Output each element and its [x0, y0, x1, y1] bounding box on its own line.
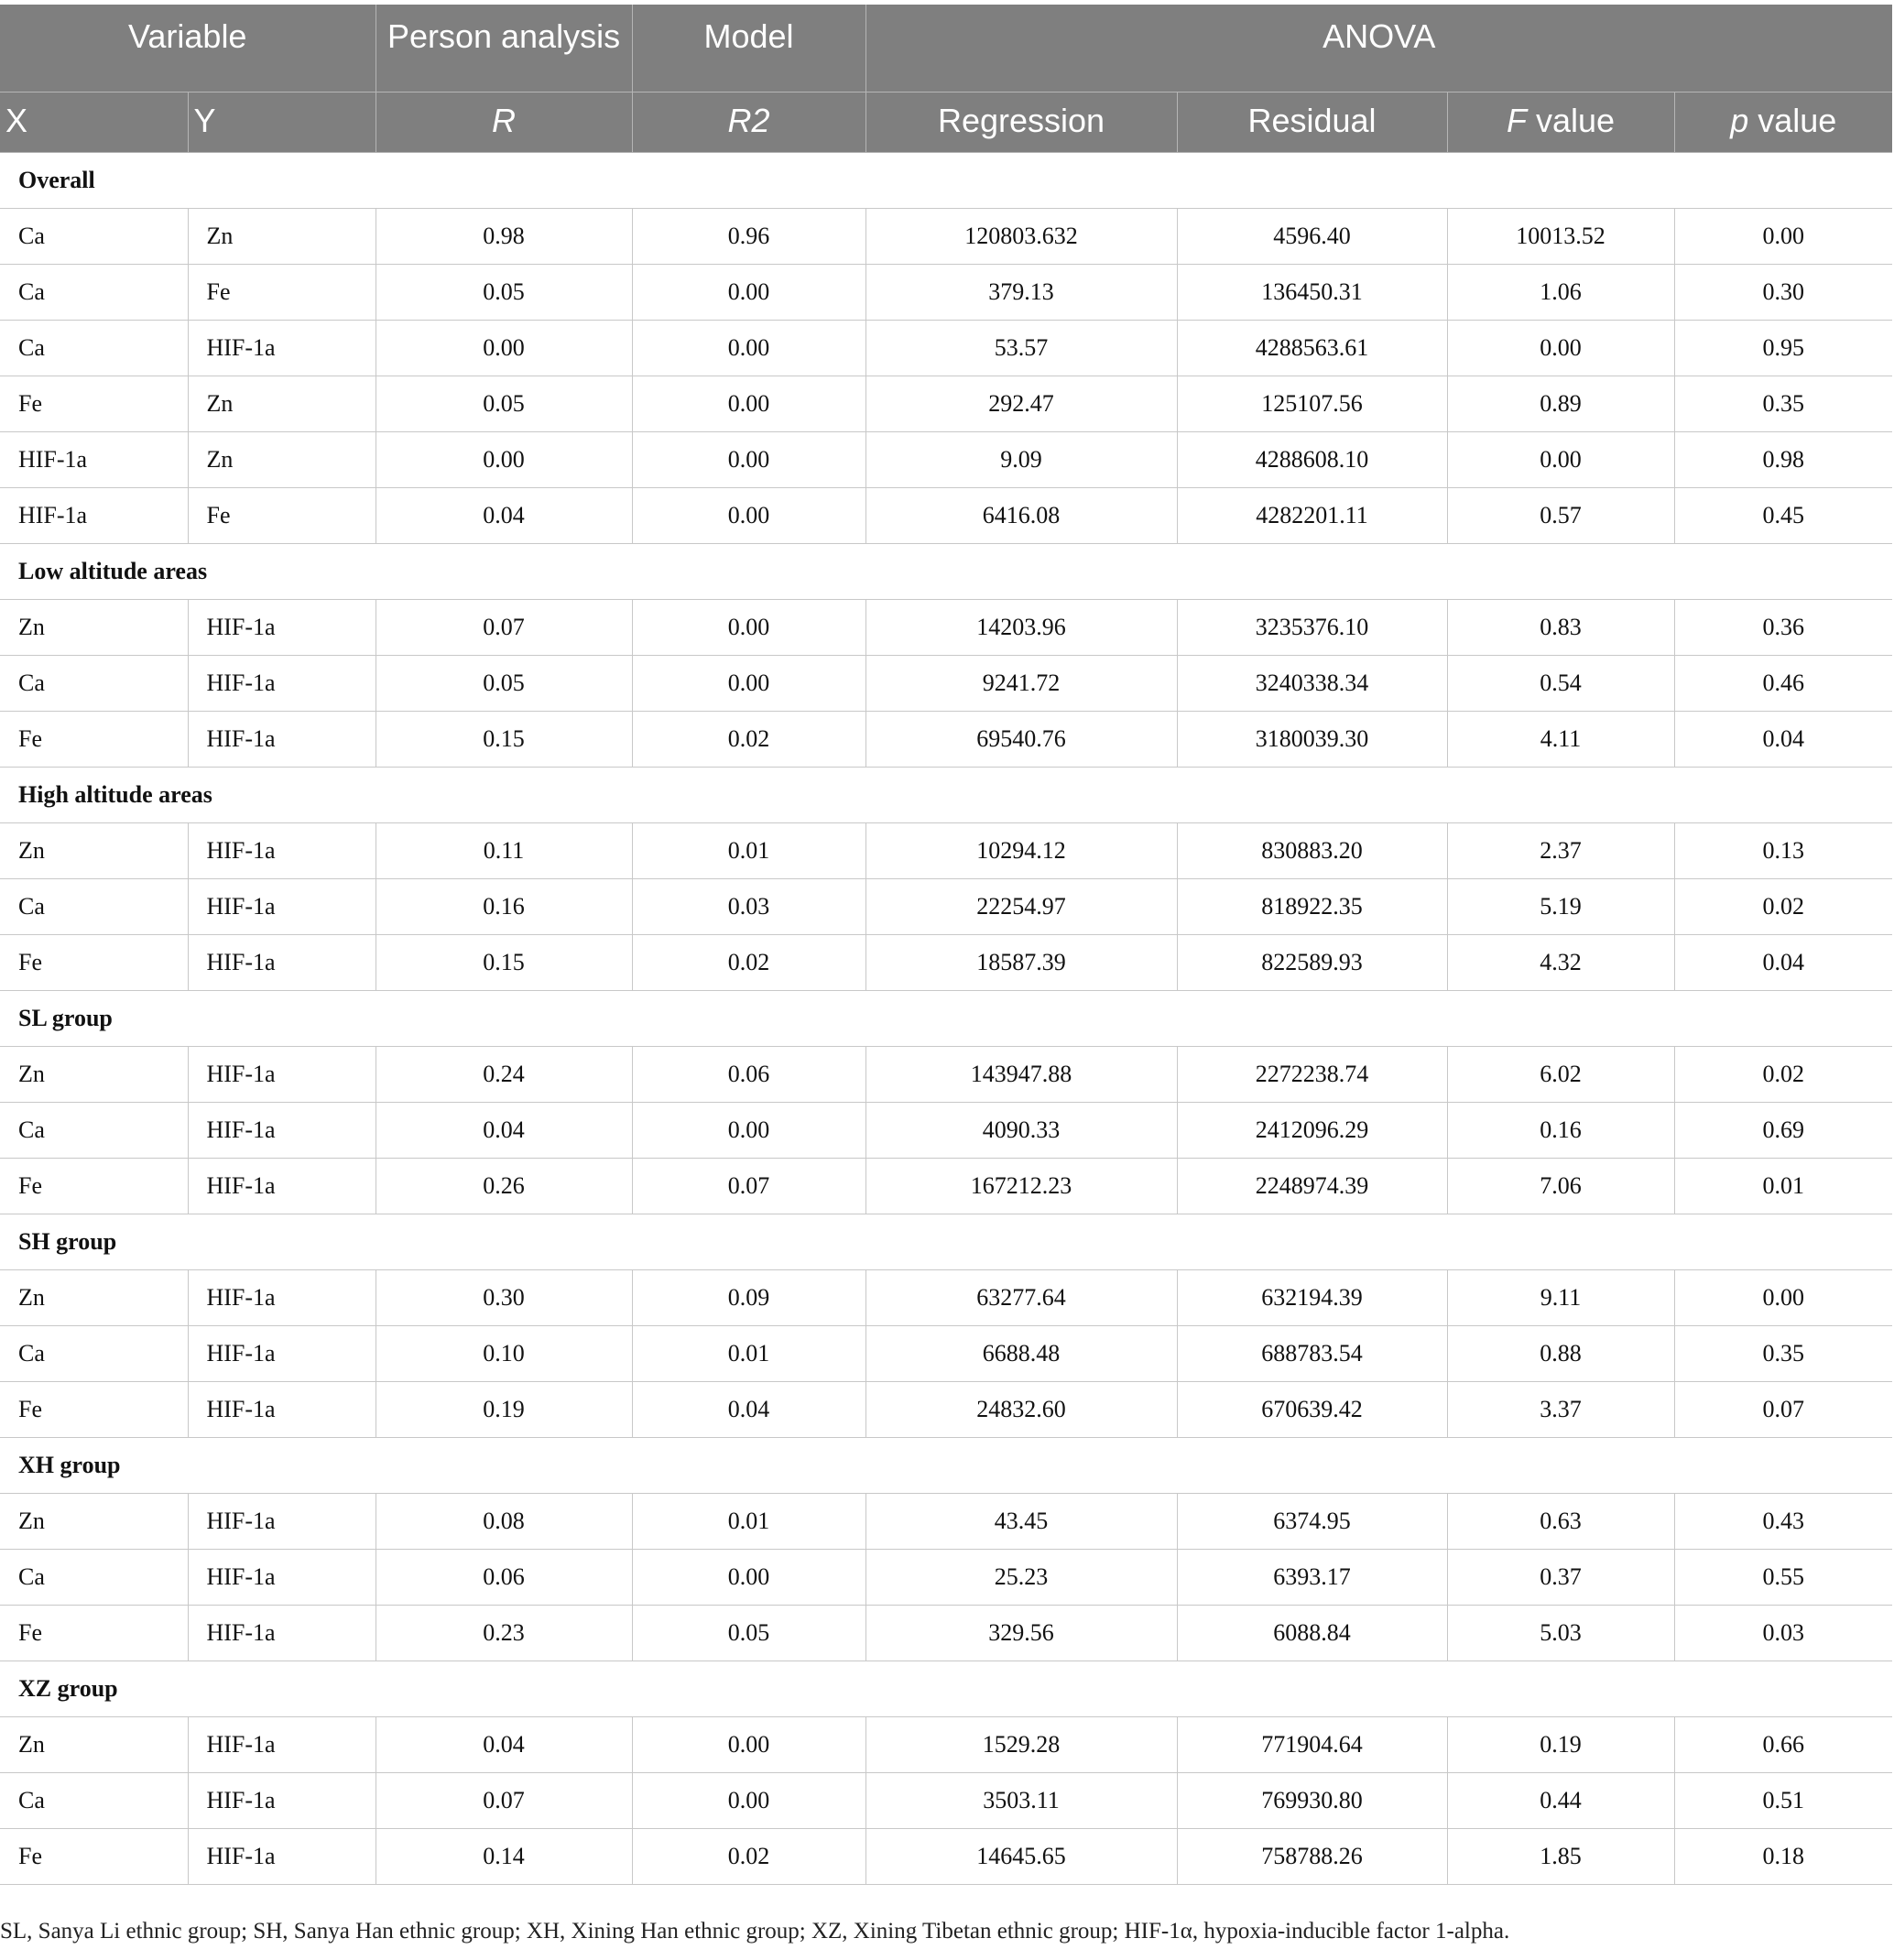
cell-y: HIF-1a — [188, 1828, 376, 1884]
cell-p-value: 0.00 — [1674, 1269, 1892, 1325]
cell-r: 0.06 — [376, 1549, 632, 1605]
cell-p-value: 0.01 — [1674, 1158, 1892, 1214]
cell-regression: 143947.88 — [865, 1046, 1177, 1102]
cell-residual: 632194.39 — [1177, 1269, 1447, 1325]
cell-f-value: 0.83 — [1447, 599, 1674, 655]
section-header-row — [0, 990, 1892, 1046]
table-row — [0, 655, 1892, 711]
cell-x: Fe — [0, 1605, 188, 1661]
table-row — [0, 1716, 1892, 1772]
header-regression: Regression — [865, 92, 1177, 152]
cell-y: HIF-1a — [188, 1158, 376, 1214]
cell-regression: 6416.08 — [865, 487, 1177, 543]
cell-p-value: 0.02 — [1674, 878, 1892, 934]
header-row-sub — [0, 92, 1892, 152]
cell-x: Ca — [0, 1325, 188, 1381]
cell-r2: 0.00 — [632, 655, 865, 711]
cell-r2: 0.01 — [632, 1493, 865, 1549]
header-p-letter: p — [1730, 101, 1749, 139]
cell-residual: 822589.93 — [1177, 934, 1447, 990]
cell-y: HIF-1a — [188, 1605, 376, 1661]
cell-f-value: 0.37 — [1447, 1549, 1674, 1605]
table-row — [0, 1046, 1892, 1102]
cell-residual: 771904.64 — [1177, 1716, 1447, 1772]
cell-y: HIF-1a — [188, 878, 376, 934]
cell-r: 0.10 — [376, 1325, 632, 1381]
cell-residual: 4596.40 — [1177, 208, 1447, 264]
cell-f-value: 0.63 — [1447, 1493, 1674, 1549]
cell-x: Zn — [0, 1269, 188, 1325]
header-r — [376, 92, 632, 152]
cell-r: 0.11 — [376, 822, 632, 878]
cell-f-value: 0.19 — [1447, 1716, 1674, 1772]
cell-y: HIF-1a — [188, 1046, 376, 1102]
cell-f-value: 7.06 — [1447, 1158, 1674, 1214]
table-row — [0, 376, 1892, 431]
cell-residual: 4282201.11 — [1177, 487, 1447, 543]
cell-p-value: 0.45 — [1674, 487, 1892, 543]
cell-r2: 0.00 — [632, 1772, 865, 1828]
cell-r2: 0.00 — [632, 431, 865, 487]
header-residual: Residual — [1177, 92, 1447, 152]
cell-r2: 0.07 — [632, 1158, 865, 1214]
cell-regression: 10294.12 — [865, 822, 1177, 878]
cell-p-value: 0.66 — [1674, 1716, 1892, 1772]
cell-x: HIF-1a — [0, 487, 188, 543]
cell-r2: 0.09 — [632, 1269, 865, 1325]
cell-p-value: 0.35 — [1674, 376, 1892, 431]
cell-regression: 69540.76 — [865, 711, 1177, 767]
cell-regression: 63277.64 — [865, 1269, 1177, 1325]
table-row — [0, 599, 1892, 655]
cell-x: Ca — [0, 320, 188, 376]
cell-r: 0.23 — [376, 1605, 632, 1661]
cell-residual: 3180039.30 — [1177, 711, 1447, 767]
cell-regression: 167212.23 — [865, 1158, 1177, 1214]
cell-f-value: 10013.52 — [1447, 208, 1674, 264]
cell-x: Fe — [0, 1158, 188, 1214]
cell-x: Zn — [0, 822, 188, 878]
cell-f-value: 4.11 — [1447, 711, 1674, 767]
cell-regression: 9241.72 — [865, 655, 1177, 711]
cell-x: Fe — [0, 1828, 188, 1884]
table-row — [0, 1605, 1892, 1661]
section-header-row — [0, 543, 1892, 599]
regression-table — [0, 5, 1892, 1885]
cell-r2: 0.96 — [632, 208, 865, 264]
cell-y: HIF-1a — [188, 711, 376, 767]
cell-f-value: 4.32 — [1447, 934, 1674, 990]
cell-f-value: 0.16 — [1447, 1102, 1674, 1158]
cell-p-value: 0.55 — [1674, 1549, 1892, 1605]
section-header-row — [0, 1437, 1892, 1493]
cell-r2: 0.00 — [632, 376, 865, 431]
cell-x: Ca — [0, 1102, 188, 1158]
cell-regression: 24832.60 — [865, 1381, 1177, 1437]
cell-p-value: 0.98 — [1674, 431, 1892, 487]
cell-regression: 22254.97 — [865, 878, 1177, 934]
table-row — [0, 878, 1892, 934]
header-model: Model — [632, 5, 865, 92]
cell-x: Ca — [0, 878, 188, 934]
cell-r2: 0.05 — [632, 1605, 865, 1661]
cell-r: 0.04 — [376, 487, 632, 543]
cell-f-value: 1.06 — [1447, 264, 1674, 320]
cell-y: Zn — [188, 208, 376, 264]
cell-r: 0.05 — [376, 264, 632, 320]
cell-r: 0.04 — [376, 1102, 632, 1158]
cell-regression: 53.57 — [865, 320, 1177, 376]
cell-regression: 379.13 — [865, 264, 1177, 320]
cell-y: HIF-1a — [188, 1325, 376, 1381]
cell-regression: 4090.33 — [865, 1102, 1177, 1158]
header-person-analysis: Person analysis — [376, 5, 632, 92]
cell-residual: 2412096.29 — [1177, 1102, 1447, 1158]
section-title: Overall — [0, 152, 1892, 208]
cell-x: Fe — [0, 376, 188, 431]
cell-regression: 120803.632 — [865, 208, 1177, 264]
section-title: XZ group — [0, 1661, 1892, 1716]
cell-f-value: 0.00 — [1447, 320, 1674, 376]
cell-r: 0.15 — [376, 711, 632, 767]
cell-r2: 0.01 — [632, 822, 865, 878]
cell-y: HIF-1a — [188, 655, 376, 711]
table-row — [0, 320, 1892, 376]
cell-y: Fe — [188, 487, 376, 543]
table-row — [0, 431, 1892, 487]
cell-r2: 0.06 — [632, 1046, 865, 1102]
cell-r: 0.05 — [376, 376, 632, 431]
cell-regression: 14645.65 — [865, 1828, 1177, 1884]
header-y: Y — [188, 92, 376, 152]
cell-r: 0.16 — [376, 878, 632, 934]
cell-f-value: 5.03 — [1447, 1605, 1674, 1661]
cell-r: 0.07 — [376, 1772, 632, 1828]
cell-x: Fe — [0, 1381, 188, 1437]
cell-r: 0.05 — [376, 655, 632, 711]
table-row — [0, 487, 1892, 543]
cell-f-value: 0.57 — [1447, 487, 1674, 543]
cell-residual: 688783.54 — [1177, 1325, 1447, 1381]
cell-x: Fe — [0, 934, 188, 990]
table-row — [0, 711, 1892, 767]
cell-residual: 2272238.74 — [1177, 1046, 1447, 1102]
cell-residual: 769930.80 — [1177, 1772, 1447, 1828]
cell-residual: 4288608.10 — [1177, 431, 1447, 487]
cell-y: HIF-1a — [188, 934, 376, 990]
cell-p-value: 0.35 — [1674, 1325, 1892, 1381]
cell-residual: 3235376.10 — [1177, 599, 1447, 655]
cell-p-value: 0.46 — [1674, 655, 1892, 711]
cell-r2: 0.00 — [632, 320, 865, 376]
table-row — [0, 1493, 1892, 1549]
cell-y: HIF-1a — [188, 1269, 376, 1325]
section-title: Low altitude areas — [0, 543, 1892, 599]
cell-y: Fe — [188, 264, 376, 320]
cell-x: Ca — [0, 1549, 188, 1605]
cell-f-value: 1.85 — [1447, 1828, 1674, 1884]
cell-p-value: 0.43 — [1674, 1493, 1892, 1549]
cell-y: HIF-1a — [188, 1493, 376, 1549]
cell-r2: 0.02 — [632, 934, 865, 990]
cell-residual: 818922.35 — [1177, 878, 1447, 934]
cell-x: Ca — [0, 264, 188, 320]
cell-r: 0.07 — [376, 599, 632, 655]
table-row — [0, 1325, 1892, 1381]
cell-residual: 4288563.61 — [1177, 320, 1447, 376]
table-body — [0, 152, 1892, 1884]
cell-p-value: 0.00 — [1674, 208, 1892, 264]
cell-r: 0.00 — [376, 320, 632, 376]
header-f-value — [1447, 92, 1674, 152]
cell-residual: 830883.20 — [1177, 822, 1447, 878]
cell-p-value: 0.03 — [1674, 1605, 1892, 1661]
header-p-value — [1674, 92, 1892, 152]
table-row — [0, 1549, 1892, 1605]
cell-r2: 0.02 — [632, 711, 865, 767]
header-r-label: R — [492, 101, 517, 139]
cell-p-value: 0.13 — [1674, 822, 1892, 878]
cell-f-value: 6.02 — [1447, 1046, 1674, 1102]
cell-x: Zn — [0, 1493, 188, 1549]
header-x: X — [0, 92, 188, 152]
cell-x: Ca — [0, 208, 188, 264]
cell-f-value: 0.89 — [1447, 376, 1674, 431]
section-header-row — [0, 1661, 1892, 1716]
cell-p-value: 0.30 — [1674, 264, 1892, 320]
cell-f-value: 0.44 — [1447, 1772, 1674, 1828]
cell-y: HIF-1a — [188, 1772, 376, 1828]
cell-r: 0.15 — [376, 934, 632, 990]
cell-f-value: 0.54 — [1447, 655, 1674, 711]
cell-p-value: 0.18 — [1674, 1828, 1892, 1884]
cell-r2: 0.04 — [632, 1381, 865, 1437]
cell-r: 0.30 — [376, 1269, 632, 1325]
cell-r2: 0.00 — [632, 1102, 865, 1158]
cell-r2: 0.01 — [632, 1325, 865, 1381]
cell-y: HIF-1a — [188, 1549, 376, 1605]
cell-r: 0.08 — [376, 1493, 632, 1549]
cell-r: 0.26 — [376, 1158, 632, 1214]
cell-p-value: 0.04 — [1674, 711, 1892, 767]
cell-y: HIF-1a — [188, 1716, 376, 1772]
cell-f-value: 5.19 — [1447, 878, 1674, 934]
cell-f-value: 9.11 — [1447, 1269, 1674, 1325]
header-row-top — [0, 5, 1892, 92]
table-row — [0, 934, 1892, 990]
cell-r: 0.24 — [376, 1046, 632, 1102]
section-title: XH group — [0, 1437, 1892, 1493]
header-p-suffix: value — [1748, 101, 1837, 139]
table-row — [0, 264, 1892, 320]
cell-y: HIF-1a — [188, 822, 376, 878]
cell-p-value: 0.02 — [1674, 1046, 1892, 1102]
cell-regression: 9.09 — [865, 431, 1177, 487]
header-anova: ANOVA — [865, 5, 1892, 92]
cell-r2: 0.00 — [632, 1549, 865, 1605]
cell-p-value: 0.69 — [1674, 1102, 1892, 1158]
cell-regression: 18587.39 — [865, 934, 1177, 990]
cell-residual: 6374.95 — [1177, 1493, 1447, 1549]
cell-regression: 6688.48 — [865, 1325, 1177, 1381]
cell-f-value: 3.37 — [1447, 1381, 1674, 1437]
cell-x: Zn — [0, 599, 188, 655]
section-title: High altitude areas — [0, 767, 1892, 822]
cell-x: Fe — [0, 711, 188, 767]
cell-p-value: 0.07 — [1674, 1381, 1892, 1437]
cell-residual: 6393.17 — [1177, 1549, 1447, 1605]
cell-y: HIF-1a — [188, 320, 376, 376]
cell-residual: 758788.26 — [1177, 1828, 1447, 1884]
header-f-letter: F — [1506, 101, 1527, 139]
header-r2-label: R2 — [727, 101, 770, 139]
cell-x: Ca — [0, 655, 188, 711]
cell-r2: 0.00 — [632, 264, 865, 320]
table-row — [0, 1772, 1892, 1828]
cell-r2: 0.00 — [632, 599, 865, 655]
cell-regression: 25.23 — [865, 1549, 1177, 1605]
cell-p-value: 0.51 — [1674, 1772, 1892, 1828]
cell-residual: 3240338.34 — [1177, 655, 1447, 711]
cell-r2: 0.00 — [632, 1716, 865, 1772]
table-row — [0, 1102, 1892, 1158]
table-row — [0, 1158, 1892, 1214]
cell-residual: 670639.42 — [1177, 1381, 1447, 1437]
cell-regression: 1529.28 — [865, 1716, 1177, 1772]
section-header-row — [0, 152, 1892, 208]
cell-x: Zn — [0, 1716, 188, 1772]
cell-r: 0.14 — [376, 1828, 632, 1884]
header-f-suffix: value — [1526, 101, 1616, 139]
cell-r2: 0.03 — [632, 878, 865, 934]
section-header-row — [0, 1214, 1892, 1269]
cell-f-value: 0.00 — [1447, 431, 1674, 487]
cell-p-value: 0.36 — [1674, 599, 1892, 655]
cell-residual: 6088.84 — [1177, 1605, 1447, 1661]
table-footnote: SL, Sanya Li ethnic group; SH, Sanya Han ethnic group; XH, Xining Han ethnic group; XZ, Xining Tibetan ethnic group; HIF-1α, hypoxia-inducible factor 1-alpha. — [0, 1919, 1510, 1944]
table-row — [0, 208, 1892, 264]
section-title: SH group — [0, 1214, 1892, 1269]
cell-regression: 14203.96 — [865, 599, 1177, 655]
cell-regression: 43.45 — [865, 1493, 1177, 1549]
cell-r: 0.00 — [376, 431, 632, 487]
cell-x: Zn — [0, 1046, 188, 1102]
cell-y: Zn — [188, 431, 376, 487]
cell-residual: 136450.31 — [1177, 264, 1447, 320]
cell-regression: 292.47 — [865, 376, 1177, 431]
header-r2 — [632, 92, 865, 152]
cell-residual: 125107.56 — [1177, 376, 1447, 431]
section-header-row — [0, 767, 1892, 822]
cell-x: Ca — [0, 1772, 188, 1828]
cell-r2: 0.02 — [632, 1828, 865, 1884]
table-header — [0, 5, 1892, 152]
cell-y: HIF-1a — [188, 599, 376, 655]
cell-y: HIF-1a — [188, 1381, 376, 1437]
cell-r: 0.98 — [376, 208, 632, 264]
section-title: SL group — [0, 990, 1892, 1046]
cell-r: 0.04 — [376, 1716, 632, 1772]
cell-x: HIF-1a — [0, 431, 188, 487]
cell-f-value: 0.88 — [1447, 1325, 1674, 1381]
cell-r2: 0.00 — [632, 487, 865, 543]
cell-regression: 3503.11 — [865, 1772, 1177, 1828]
table-row — [0, 1381, 1892, 1437]
cell-y: HIF-1a — [188, 1102, 376, 1158]
cell-f-value: 2.37 — [1447, 822, 1674, 878]
cell-p-value: 0.95 — [1674, 320, 1892, 376]
table-row — [0, 1269, 1892, 1325]
table-row — [0, 1828, 1892, 1884]
header-variable: Variable — [0, 5, 376, 92]
cell-p-value: 0.04 — [1674, 934, 1892, 990]
table-row — [0, 822, 1892, 878]
cell-r: 0.19 — [376, 1381, 632, 1437]
cell-residual: 2248974.39 — [1177, 1158, 1447, 1214]
cell-y: Zn — [188, 376, 376, 431]
cell-regression: 329.56 — [865, 1605, 1177, 1661]
